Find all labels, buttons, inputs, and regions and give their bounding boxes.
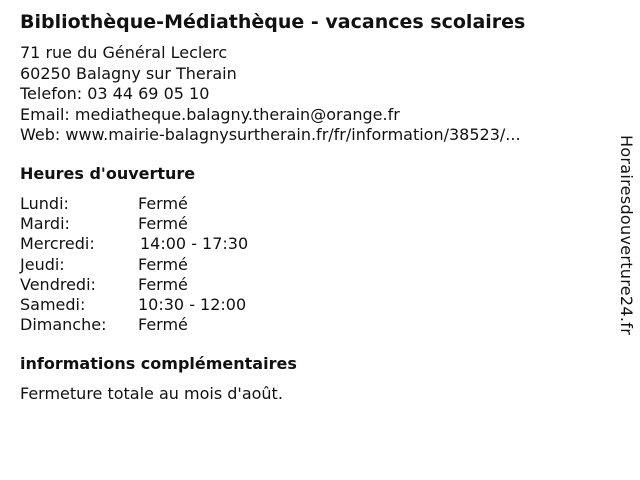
day-label: Mercredi: — [20, 234, 95, 254]
day-label: Samedi: — [20, 294, 86, 314]
hours-row-tuesday — [20, 214, 320, 234]
day-label: Lundi: — [20, 194, 69, 213]
hours-value: Fermé — [138, 214, 188, 234]
hours-row-thursday — [20, 255, 320, 275]
street-address: 71 rue du Général Leclerc — [20, 43, 228, 62]
info-text: Fermeture totale au mois d'août. — [20, 384, 283, 403]
hours-value: 10:30 - 12:00 — [138, 294, 247, 314]
day-label: Jeudi: — [20, 254, 65, 274]
hours-row-saturday — [20, 295, 320, 315]
city-address: 60250 Balagny sur Therain — [20, 63, 237, 83]
hours-value: Fermé — [138, 194, 188, 213]
contact-block — [20, 43, 521, 146]
hours-row-monday — [20, 194, 320, 214]
page-title: Bibliothèque-Médiathèque - vacances scolaires — [20, 11, 526, 33]
hours-value: Fermé — [138, 274, 188, 294]
hours-row-wednesday — [20, 234, 320, 254]
day-label: Mardi: — [20, 214, 70, 234]
hours-row-sunday — [20, 315, 320, 335]
day-label: Vendredi: — [20, 274, 96, 294]
hours-value: Fermé — [138, 254, 188, 274]
hours-row-friday — [20, 275, 320, 295]
hours-value: Fermé — [138, 315, 188, 335]
opening-hours-list — [20, 194, 320, 335]
hours-heading: Heures d'ouverture — [20, 164, 196, 183]
hours-value: 14:00 - 17:30 — [140, 234, 249, 254]
website-link[interactable]: Web: www.mairie-balagnysurtherain.fr/fr/information/38523/... — [20, 125, 521, 144]
brand-watermark: Horairesdouverture24.fr — [617, 135, 636, 336]
info-heading: informations complémentaires — [20, 354, 297, 373]
phone-number[interactable]: Telefon: 03 44 69 05 10 — [20, 84, 210, 103]
day-label: Dimanche: — [20, 315, 107, 335]
email-address[interactable]: Email: mediatheque.balagny.therain@orange.fr — [20, 104, 400, 124]
